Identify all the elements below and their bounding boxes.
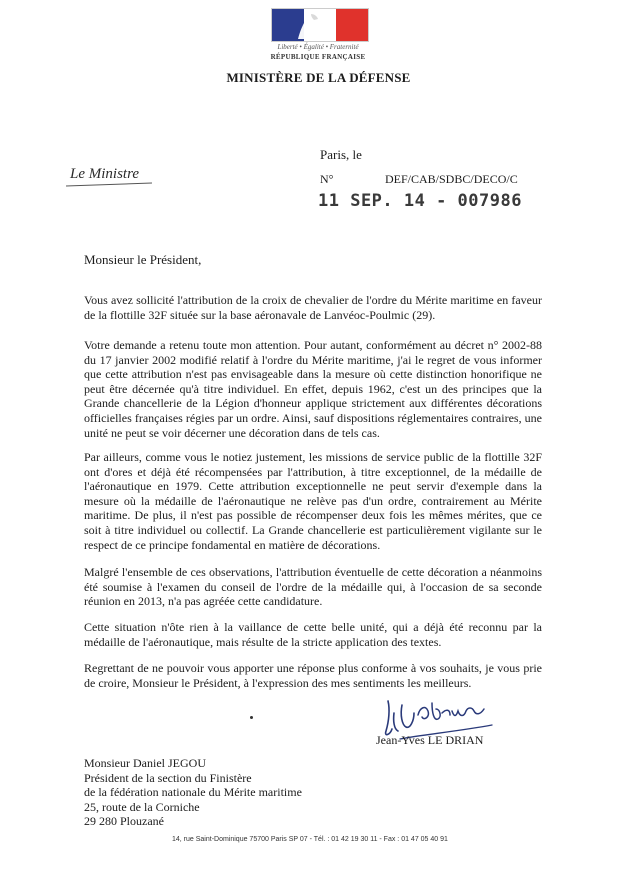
marianne-profile-icon bbox=[290, 11, 330, 41]
paragraph: Par ailleurs, comme vous le notiez justement, les missions de service public de la flottille 32F ont d'ores et déjà été récompensées par l'attribution, à titre exceptionnel, de la médaille de l'aéronautique en 1979. Cette attribution exceptionnelle ne peut servir d'exemple dans la mesure où la médaille de l'aéronautique ne relève pas d'un ordre, contrairement au Mérite maritime. De plus, il n'est pas possible de récompenser deux fois les mêmes mérites, que ce soit à titre individuel ou collectif. La Grande chancellerie est particulièrement vigilante sur le respect de ce principe fondamental en matière de décorations. bbox=[84, 450, 542, 552]
paragraph: Cette situation n'ôte rien à la vaillance de cette belle unité, qui a déjà été reconnu par la médaille de l'aéronautique, mais résulte de la stricte application des textes. bbox=[84, 620, 542, 649]
recipient-line: Président de la section du Finistère bbox=[84, 770, 252, 785]
ministry-title: MINISTÈRE DE LA DÉFENSE bbox=[226, 70, 411, 85]
republic-name: RÉPUBLIQUE FRANÇAISE bbox=[270, 53, 366, 61]
recipient-line: de la fédération nationale du Mérite maritime bbox=[84, 785, 302, 800]
recipient-line: 25, route de la Corniche bbox=[84, 799, 200, 814]
sender-underline bbox=[66, 182, 152, 186]
republic-motto: Liberté • Égalité • Fraternité bbox=[277, 43, 359, 51]
recipient-line: 29 280 Plouzané bbox=[84, 814, 164, 829]
paragraph: Malgré l'ensemble de ces observations, l'attribution éventuelle de cette décoration a néanmoins été soumise à l'examen du conseil de l'ordre de la médaille qui, à l'occasion de sa seconde réunion en 2013, n'a pas agréée cette candidature. bbox=[84, 565, 542, 609]
stray-mark bbox=[250, 716, 253, 719]
paragraph: Regrettant de ne pouvoir vous apporter une réponse plus conforme à vos souhaits, je vous prie de croire, Monsieur le Président, à l'expression des mes sentiments les meilleurs. bbox=[84, 661, 542, 690]
salutation: Monsieur le Président, bbox=[84, 252, 202, 267]
reference-code: DEF/CAB/SDBC/DECO/C bbox=[385, 172, 518, 186]
recipient-line: Monsieur Daniel JEGOU bbox=[84, 756, 206, 770]
place-date: Paris, le bbox=[320, 147, 362, 162]
paragraph: Vous avez sollicité l'attribution de la croix de chevalier de l'ordre du Mérite maritime en faveur de la flottille 32F située sur la base aéronavale de Lanvéoc-Poulmic (29). bbox=[84, 293, 542, 322]
footer-address: 14, rue Saint-Dominique 75700 Paris SP 07 - Tél. : 01 42 19 30 11 - Fax : 01 47 05 40 91 bbox=[172, 836, 448, 843]
date-stamp: 11 SEP. 14 - 007986 bbox=[318, 191, 522, 211]
recipient-address bbox=[84, 756, 302, 829]
paragraph: Votre demande a retenu toute mon attention. Pour autant, conformément au décret n° 2002-88 du 17 janvier 2002 modifié relatif à l'ordre du Mérite maritime, j'ai le regret de vous informer que cette attribution n'est pas envisageable dans la mesure où cette distinction honorifique ne peut être décernée qu'à titre individuel. En effet, depuis 1962, c'est un des principes que la Grande chancellerie de la Légion d'honneur applique strictement aux différentes décorations officielles françaises régies par un ordre. Ainsi, sauf dispositions réglementaires contraires, une unité ne peut se voir décerner une décoration dans de tels cas. bbox=[84, 338, 542, 440]
sender-title: Le Ministre bbox=[70, 166, 140, 182]
republique-logo bbox=[271, 8, 369, 42]
reference-number-label: N° bbox=[320, 172, 334, 186]
signer-name: Jean-Yves LE DRIAN bbox=[376, 733, 484, 747]
